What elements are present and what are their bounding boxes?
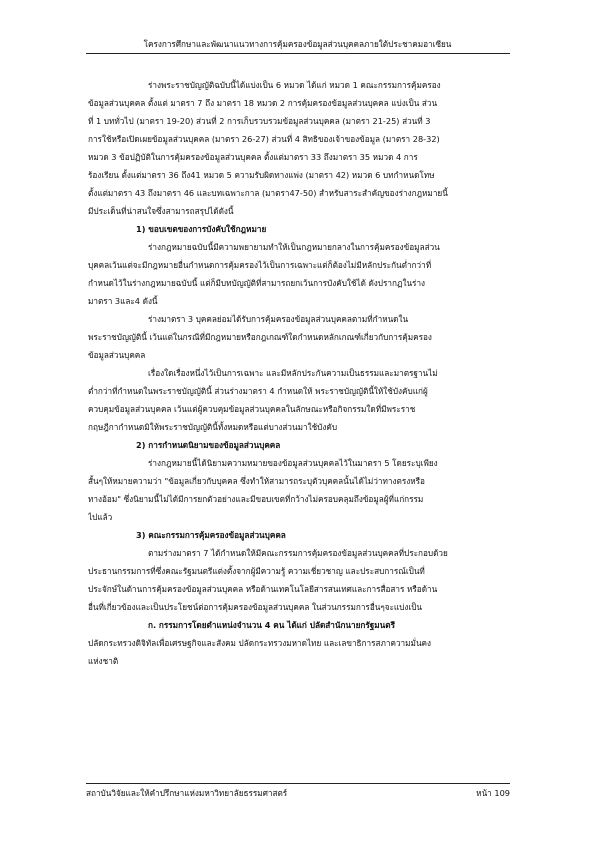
paragraph-line: มีประเด็นที่น่าสนใจซึ่งสามารถสรุปได้ดังนี้ xyxy=(88,206,234,216)
page-number: หน้า 109 xyxy=(476,788,510,798)
paragraph-line: ตามร่างมาตรา 7 ได้กำหนดให้มีคณะกรรมการคุ้มครองข้อมูลส่วนบุคคลที่ประกอบด้วย xyxy=(148,548,448,558)
paragraph-line: ข้อมูลส่วนบุคคล ตั้งแต่ มาตรา 7 ถึง มาตรา 18 หมวด 2 การคุ้มครองข้อมูลส่วนบุคคล แบ่งเป็น ส่วน xyxy=(88,98,438,108)
footer-institution: สถาบันวิจัยและให้คำปรึกษาแห่งมหาวิทยาลัยธรรมศาสตร์ xyxy=(86,788,288,798)
paragraph-line: ประธานกรรมการที่ซึ่งคณะรัฐมนตรีแต่งตั้งจากผู้มีความรู้ ความเชี่ยวชาญ และประสบการณ์เป็นที่ xyxy=(88,566,425,576)
paragraph-line: ร่างพระราชบัญญัติฉบับนี้ได้แบ่งเป็น 6 หมวด ได้แก่ หมวด 1 คณะกรรมการคุ้มครอง xyxy=(148,80,441,90)
paragraph-line: หมวด 3 ข้อปฏิบัติในการคุ้มครองข้อมูลส่วนบุคคล ตั้งแต่มาตรา 33 ถึงมาตรา 35 หมวด 4 การ xyxy=(88,152,418,162)
paragraph-line: ไปแล้ว xyxy=(88,512,113,522)
paragraph-line: สั้นๆให้หมายความว่า "ข้อมูลเกี่ยวกับบุคคล ซึ่งทำให้สามารถระบุตัวบุคคลนั้นได้ไม่ว่าทางตรงหรือ xyxy=(88,476,425,486)
sub-item-heading: ก. กรรมการโดยตำแหน่งจำนวน 4 คน ได้แก่ ปลัดสำนักนายกรัฐมนตรี xyxy=(148,620,395,630)
paragraph-line: แห่งชาติ xyxy=(88,656,119,666)
paragraph-line: การใช้หรือเปิดเผยข้อมูลส่วนบุคคล (มาตรา 26-27) ส่วนที่ 4 สิทธิของเจ้าของข้อมูล (มาตรา 28-32) xyxy=(88,134,440,144)
section-heading: 2) การกำหนดนิยามของข้อมูลส่วนบุคคล xyxy=(136,440,281,450)
paragraph-line: ร่างกฎหมายนี้ได้นิยามความหมายของข้อมูลส่วนบุคคลไว้ในมาตรา 5 โดยระบุเพียง xyxy=(148,458,438,468)
paragraph-line: มาตรา 3และ4 ดังนี้ xyxy=(88,296,158,306)
section-heading: 3) คณะกรรมการคุ้มครองข้อมูลส่วนบุคคล xyxy=(136,530,286,540)
section-heading: 1) ขอบเขตของการบังคับใช้กฎหมาย xyxy=(136,224,267,234)
paragraph-line: ปลัดกระทรวงดิจิทัลเพื่อเศรษฐกิจและสังคม ปลัดกระทรวงมหาดไทย และเลขาธิการสภาความมั่นคง xyxy=(88,638,432,648)
paragraph-line: ทางอ้อม" ซึ่งนิยามนี้ไม่ได้มีการยกตัวอย่างและมีขอบเขตที่กว้างไม่ครอบคลุมถึงข้อมูลผู้ที่แก่กรรม xyxy=(88,494,424,504)
paragraph-line: ตั้งแต่มาตรา 43 ถึงมาตรา 46 และบทเฉพาะกาล (มาตรา47-50) สำหรับสาระสำคัญของร่างกฎหมายนี้ xyxy=(88,188,448,198)
paragraph-line: พระราชบัญญัตินี้ เว้นแต่ในกรณีที่มีกฎหมายหรือกฎเกณฑ์ใดกำหนดหลักเกณฑ์เกี่ยวกับการคุ้มครอง xyxy=(88,332,432,342)
running-header xyxy=(0,38,595,50)
paragraph-line: บุคคลเว้นแต่จะมีกฎหมายอื่นกำหนดการคุ้มครองไว้เป็นการเฉพาะแต่ก็ต้องไม่มีหลักประกันต่ำกว่าที่ xyxy=(88,260,432,270)
paragraph-line: เรื่องใดเรื่องหนึ่งไว้เป็นการเฉพาะ และมีหลักประกันความเป็นธรรมและมาตรฐานไม่ xyxy=(148,368,438,378)
paragraph-line: ข้อมูลส่วนบุคคล xyxy=(88,350,146,360)
paragraph-line: ควบคุมข้อมูลส่วนบุคคล เว้นแต่ผู้ควบคุมข้อมูลส่วนบุคคลในลักษณะหรือกิจกรรมใดที่มีพระราช xyxy=(88,404,416,414)
paragraph-line: ที่ 1 บททั่วไป (มาตรา 19-20) ส่วนที่ 2 การเก็บรวบรวมข้อมูลส่วนบุคคล (มาตรา 21-25) ส่วนที่ 3 xyxy=(88,116,431,126)
document-body xyxy=(88,76,508,670)
header-title: โครงการศึกษาและพัฒนาแนวทางการคุ้มครองข้อมูลส่วนบุคคลภายใต้ประชาคมอาเซียน xyxy=(143,39,452,49)
paragraph-line: ร่างมาตรา 3 บุคคลย่อมได้รับการคุ้มครองข้อมูลส่วนบุคคลตามที่กำหนดใน xyxy=(148,314,409,324)
header-divider xyxy=(86,53,510,54)
paragraph-line: ต่ำกว่าที่กำหนดในพระราชบัญญัตินี้ ส่วนร่างมาตรา 4 กำหนดให้ พระราชบัญญัตินี้ให้ใช้บังคับแก่ผู้ xyxy=(88,386,428,396)
paragraph-line: ร้องเรียน ตั้งแต่มาตรา 36 ถึง41 หมวด 5 ความรับผิดทางแพ่ง (มาตรา 42) หมวด 6 บทกำหนดโทษ xyxy=(88,170,435,180)
paragraph-line: กำหนดไว้ในร่างกฎหมายฉบับนี้ แต่ก็มีบทบัญญัติที่สามารถยกเว้นการบังคับใช้ได้ ดังปรากฏในร่าง xyxy=(88,278,426,288)
paragraph-line: ร่างกฎหมายฉบับนี้มีความพยายามทำให้เป็นกฎหมายกลางในการคุ้มครองข้อมูลส่วน xyxy=(148,242,440,252)
paragraph-line: กฤษฎีกากำหนดมิให้พระราชบัญญัตินี้ทั้งหมดหรือแต่บางส่วนมาใช้บังคับ xyxy=(88,422,338,432)
footer-divider xyxy=(86,783,510,784)
paragraph-line: อื่นที่เกี่ยวข้องและเป็นประโยชน์ต่อการคุ้มครองข้อมูลส่วนบุคคล ในส่วนกรรมการอื่นๆจะแบ่งเป็น xyxy=(88,602,423,612)
paragraph-line: ประจักษ์ในด้านการคุ้มครองข้อมูลส่วนบุคคล หรือด้านเทคโนโลยีสารสนเทศและการสื่อสาร หรือด้าน xyxy=(88,584,438,594)
